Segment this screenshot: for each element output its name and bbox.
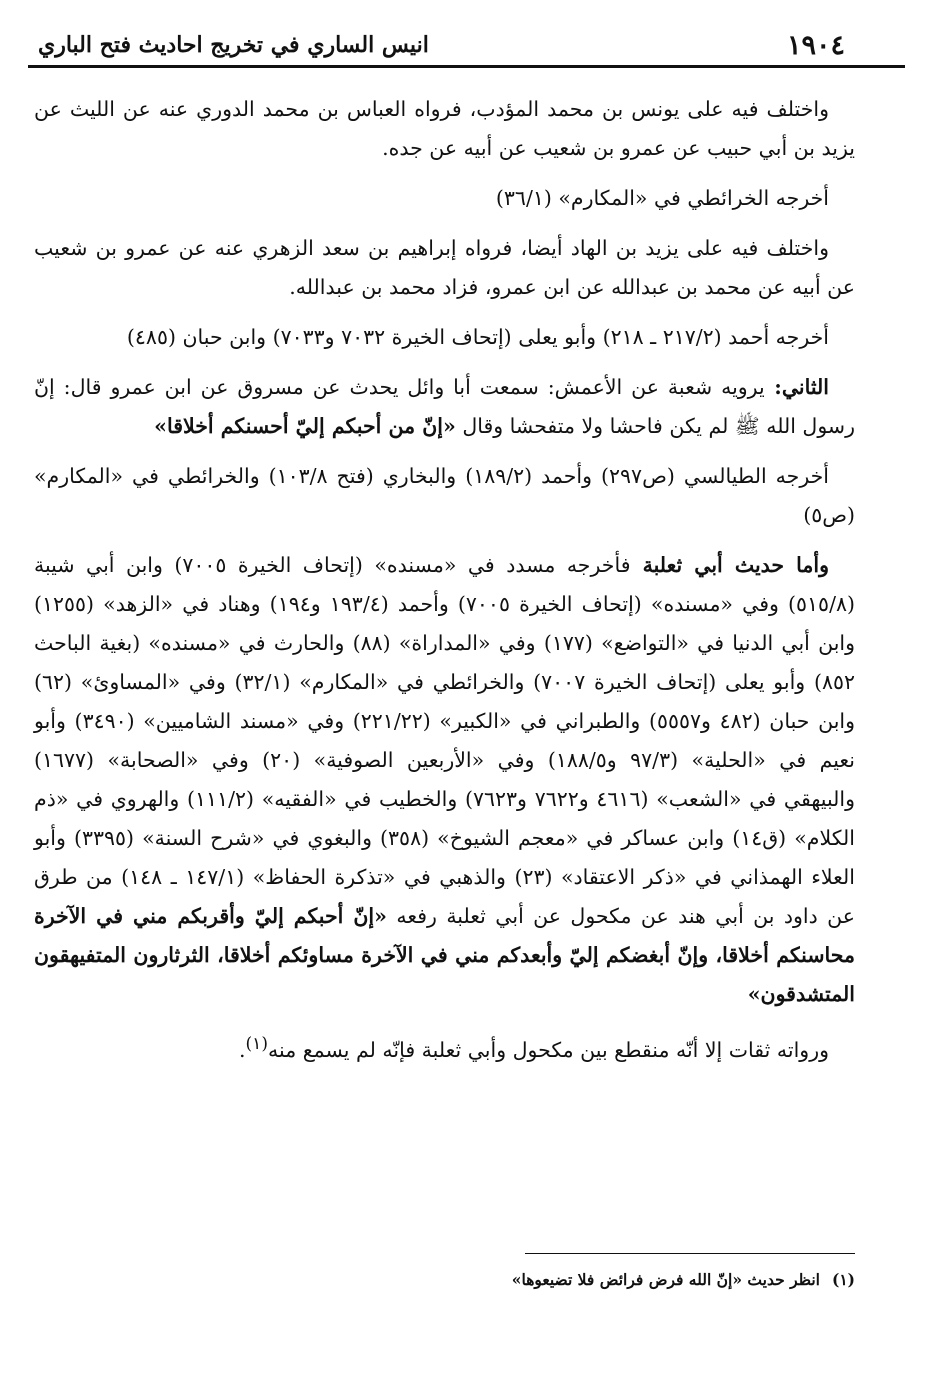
paragraph — [34, 90, 855, 168]
running-title: انيس الساري في تخريج احاديث فتح الباري — [38, 32, 429, 58]
paragraph — [34, 457, 855, 535]
bold-text-run: وأما حديث أبي ثعلبة — [630, 553, 830, 577]
text-run: واختلف فيه على يونس بن محمد المؤدب، فرواه العباس بن محمد الدوري عنه عن الليث عن يزيد بن أبي حبيب عن عمرو بن شعيب عن أبيه عن جده. — [34, 97, 855, 160]
header-rule — [28, 65, 905, 68]
footnote-reference: (١) — [245, 1034, 269, 1054]
paragraph — [34, 546, 855, 1014]
paragraph — [34, 229, 855, 307]
text-run: أخرجه الخرائطي في «المكارم» (٣٦/١) — [495, 186, 829, 210]
text-run: يرويه شعبة عن الأعمش: سمعت أبا وائل يحدث عن مسروق عن ابن عمرو قال: إنّ رسول الله ﷺ لم يكن فاحشا ولا متفحشا وقال — [34, 375, 855, 438]
text-run: فأخرجه مسدد في «مسنده» (إتحاف الخيرة ٧٠٠٥) وابن أبي شيبة (٥١٥/٨) وفي «مسنده» (إتحاف الخيرة ٧٠٠٥) وأحمد (١٩٣/٤ و١٩٤) وهناد في «الزهد» (١٢٥٥) وابن أبي الدنيا في «التواضع» (١٧٧) وفي «المداراة» (٨٨) والحارث في «مسنده» (بغية الباحث ٨٥٢) وأبو يعلى (إتحاف الخيرة ٧٠٠٧) والخرائطي في «المكارم» (٣٢/١) وفي «المساوئ» (٦٢) وابن حبان (٤٨٢ و٥٥٥٧) والطبراني في «الكبير» (٢٢١/٢٢) وفي «مسند الشاميين» (٣٤٩٠) وأبو نعيم في «الحلية» (٩٧/٣ و١٨٨/٥) وفي «الأربعين الصوفية» (٢٠) وفي «الصحابة» (١٦٧٧) والبيهقي في «الشعب» (٤٦١٦ و٧٦٢٢ و٧٦٢٣) والخطيب في «الفقيه» (١١١/٢) والهروي في «ذم الكلام» (ق١٤) وابن عساكر في «معجم الشيوخ» (٣٥٨) والبغوي في «شرح السنة» (٣٣٩٥) وأبو العلاء الهمذاني في «ذكر الاعتقاد» (٢٣) والذهبي في «تذكرة الحفاظ» (١٤٧/١ ـ ١٤٨) من طرق عن داود بن أبي هند عن مكحول عن أبي ثعلبة رفعه — [34, 553, 856, 928]
bold-text-run: «إنّ أحبكم إليّ وأقربكم مني في الآخرة محاسنكم أخلاقا، وإنّ أبغضكم إليّ وأبعدكم مني في الآخرة مساوئكم أخلاقا، الثرثارون المتفيهقون المتشدقون» — [34, 904, 855, 1006]
text-run: أخرجه الطيالسي (ص٢٩٧) وأحمد (١٨٩/٢) والبخاري (فتح ١٠٣/٨) والخرائطي في «المكارم» (ص٥) — [34, 464, 855, 527]
text-run: . — [238, 1037, 246, 1062]
paragraph — [34, 318, 855, 357]
footnote-marker: (١) — [831, 1270, 855, 1289]
paragraph — [34, 368, 855, 446]
bold-text-run: «إنّ من أحبكم إليّ أحسنكم أخلاقا» — [154, 414, 456, 438]
main-text — [34, 90, 855, 1081]
paragraph — [34, 179, 855, 218]
text-run: واختلف فيه على يزيد بن الهاد أيضا، فرواه إبراهيم بن سعد الزهري عنه عن عمرو بن شعيب عن أبيه عن محمد بن عبدالله عن ابن عمرو، فزاد محمد بن عبدالله. — [34, 236, 855, 299]
bold-text-run: الثاني: — [764, 375, 829, 399]
running-header — [28, 26, 905, 68]
page-number: ١٩٠٤ — [786, 30, 845, 61]
paragraph — [34, 1025, 855, 1070]
footnote — [34, 1268, 855, 1292]
footnote-separator — [525, 1253, 855, 1254]
footnote-text: انظر حديث «إنّ الله فرض فرائض فلا تضيعوها» — [511, 1270, 820, 1289]
text-run: أخرجه أحمد (٢١٧/٢ ـ ٢١٨) وأبو يعلى (إتحاف الخيرة ٧٠٣٢ و٧٠٣٣) وابن حبان (٤٨٥) — [126, 325, 829, 349]
text-run: ورواته ثقات إلا أنّه منقطع بين مكحول وأبي ثعلبة فإنّه لم يسمع منه — [268, 1037, 829, 1062]
